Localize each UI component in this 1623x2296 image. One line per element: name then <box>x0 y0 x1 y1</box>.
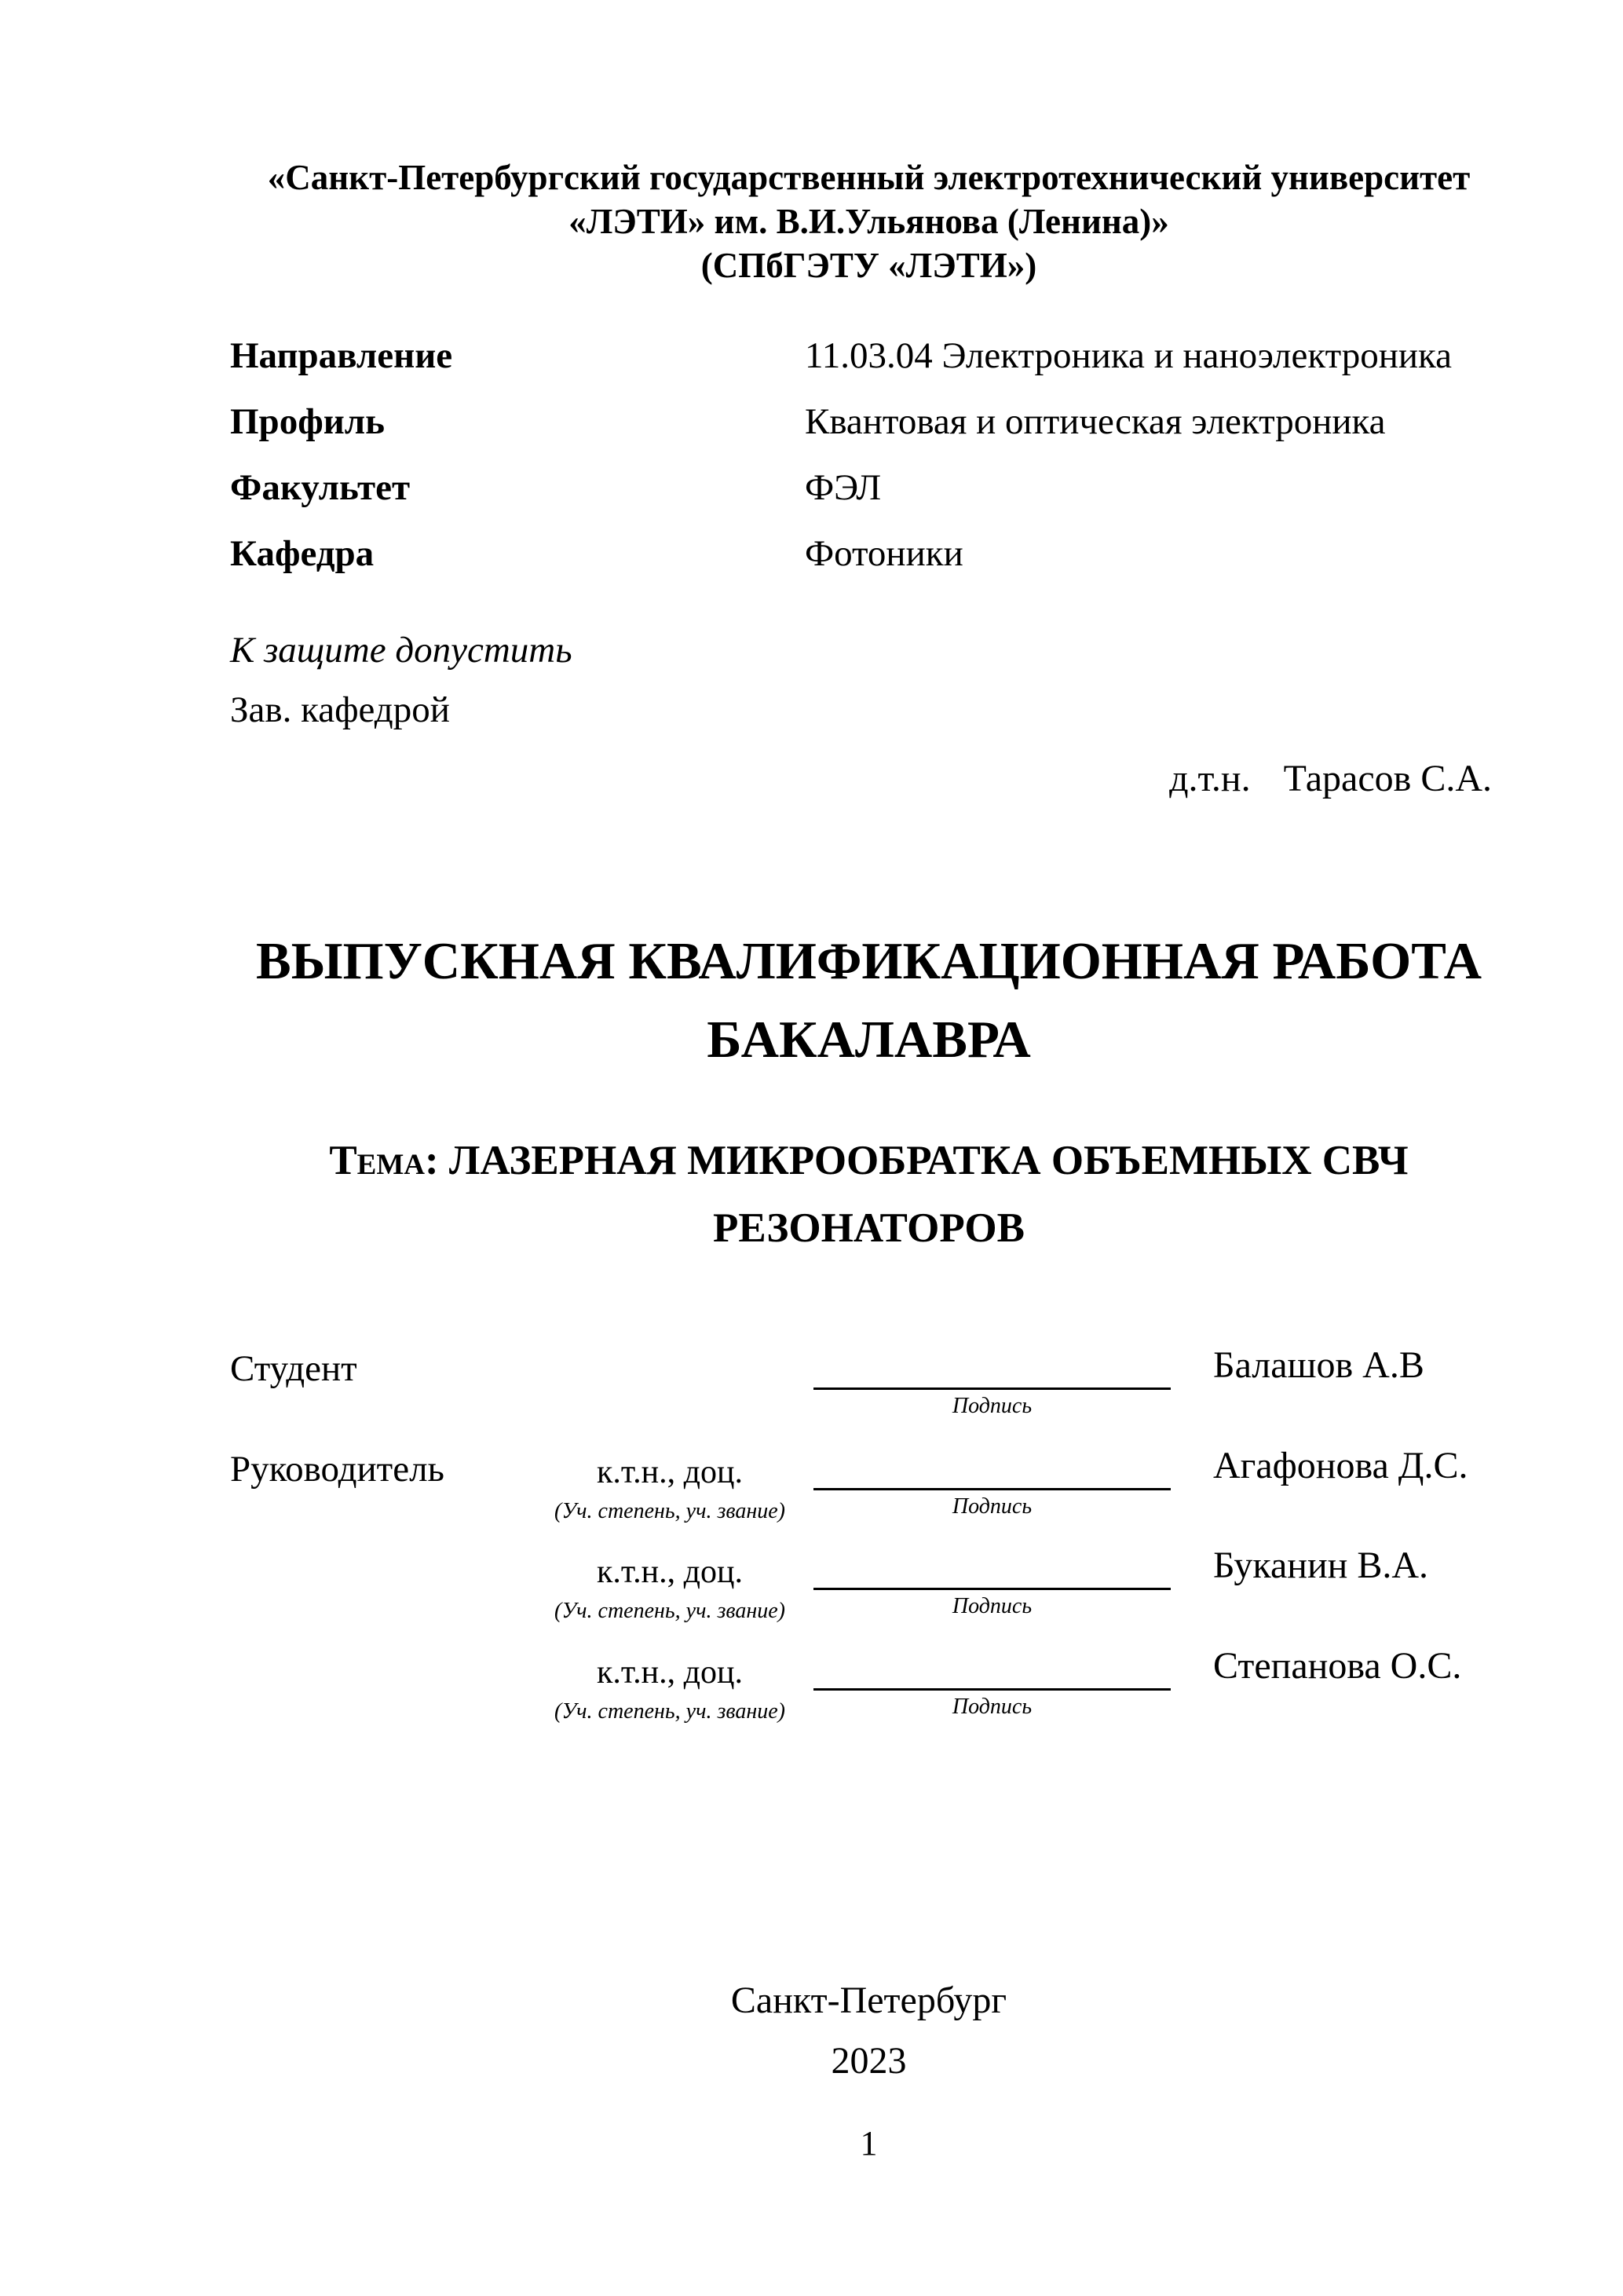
field-value-profile: Квантовая и оптическая электроника <box>805 401 1386 442</box>
page-number: 1 <box>860 2124 878 2163</box>
thesis-title <box>230 922 1508 1079</box>
field-value-department: Фотоники <box>805 533 963 574</box>
signature-name-student: Балашов А.В <box>1213 1344 1424 1386</box>
signature-blank-line <box>813 1355 1171 1390</box>
approver-degree: д.т.н. <box>1169 758 1251 799</box>
signature-row-supervisor-3 <box>230 1632 1508 1734</box>
signature-caption: Подпись <box>952 1594 1033 1618</box>
approver-name: Тарасов С.А. <box>1283 758 1492 799</box>
thesis-theme <box>230 1127 1508 1262</box>
footer-city: Санкт-Петербург <box>730 1980 1007 2021</box>
field-value-direction: 11.03.04 Электроника и наноэлектроника <box>805 335 1452 376</box>
field-value-faculty: ФЭЛ <box>805 467 882 508</box>
signature-caption: Подпись <box>952 1494 1033 1519</box>
field-row-faculty <box>230 466 1508 532</box>
signature-row-student <box>230 1331 1508 1433</box>
page-content <box>230 0 1508 2296</box>
university-abbreviation: (СПбГЭТУ «ЛЭТИ») <box>700 246 1037 285</box>
university-header <box>230 155 1508 287</box>
field-row-profile <box>230 400 1508 466</box>
thesis-title-line1: ВЫПУСКНАЯ КВАЛИФИКАЦИОННАЯ РАБОТА <box>256 932 1482 990</box>
degree-caption: (Уч. степень, уч. звание) <box>554 1699 785 1724</box>
degree-caption: (Уч. степень, уч. звание) <box>554 1499 785 1523</box>
field-label-direction: Направление <box>230 335 453 376</box>
approver-signature-line <box>1169 757 1492 801</box>
thesis-theme-line2: РЕЗОНАТОРОВ <box>713 1205 1025 1251</box>
approval-head-of-department: Зав. кафедрой <box>230 689 450 730</box>
degree-caption: (Уч. степень, уч. звание) <box>554 1599 785 1623</box>
signature-degree-supervisor-2: к.т.н., доц. <box>597 1554 743 1590</box>
approval-permission-text: К защите допустить <box>230 630 572 671</box>
signature-caption: Подпись <box>952 1695 1033 1719</box>
signature-blank-line <box>813 1555 1171 1590</box>
field-label-faculty: Факультет <box>230 467 411 508</box>
signature-role-student: Студент <box>230 1348 357 1389</box>
thesis-title-line2: БАКАЛАВРА <box>707 1011 1031 1069</box>
signature-row-supervisor-2 <box>230 1531 1508 1633</box>
signature-row-supervisor-1 <box>230 1431 1508 1534</box>
signature-blank-line <box>813 1455 1171 1490</box>
university-name-line2: «ЛЭТИ» им. В.И.Ульянова (Ленина)» <box>568 202 1169 241</box>
footer-year: 2023 <box>831 2040 907 2082</box>
signature-degree-supervisor-1: к.т.н., доц. <box>597 1454 743 1490</box>
signature-role-supervisor: Руководитель <box>230 1449 444 1490</box>
signature-name-supervisor-2: Буканин В.А. <box>1213 1545 1429 1586</box>
university-name-line1: «Санкт-Петербургский государственный электротехнический университет <box>267 158 1471 197</box>
field-row-department <box>230 532 1508 598</box>
signature-name-supervisor-1: Агафонова Д.С. <box>1213 1445 1468 1486</box>
program-fields <box>230 334 1508 598</box>
field-row-direction <box>230 334 1508 400</box>
field-label-profile: Профиль <box>230 401 386 442</box>
signature-name-supervisor-3: Степанова О.С. <box>1213 1645 1462 1687</box>
signature-blank-line <box>813 1655 1171 1691</box>
signature-degree-supervisor-3: к.т.н., доц. <box>597 1654 743 1691</box>
thesis-theme-line1: Тема: ЛАЗЕРНАЯ МИКРООБРАТКА ОБЪЕМНЫХ СВЧ <box>329 1138 1409 1183</box>
field-label-department: Кафедра <box>230 533 375 574</box>
signature-caption: Подпись <box>952 1394 1033 1418</box>
